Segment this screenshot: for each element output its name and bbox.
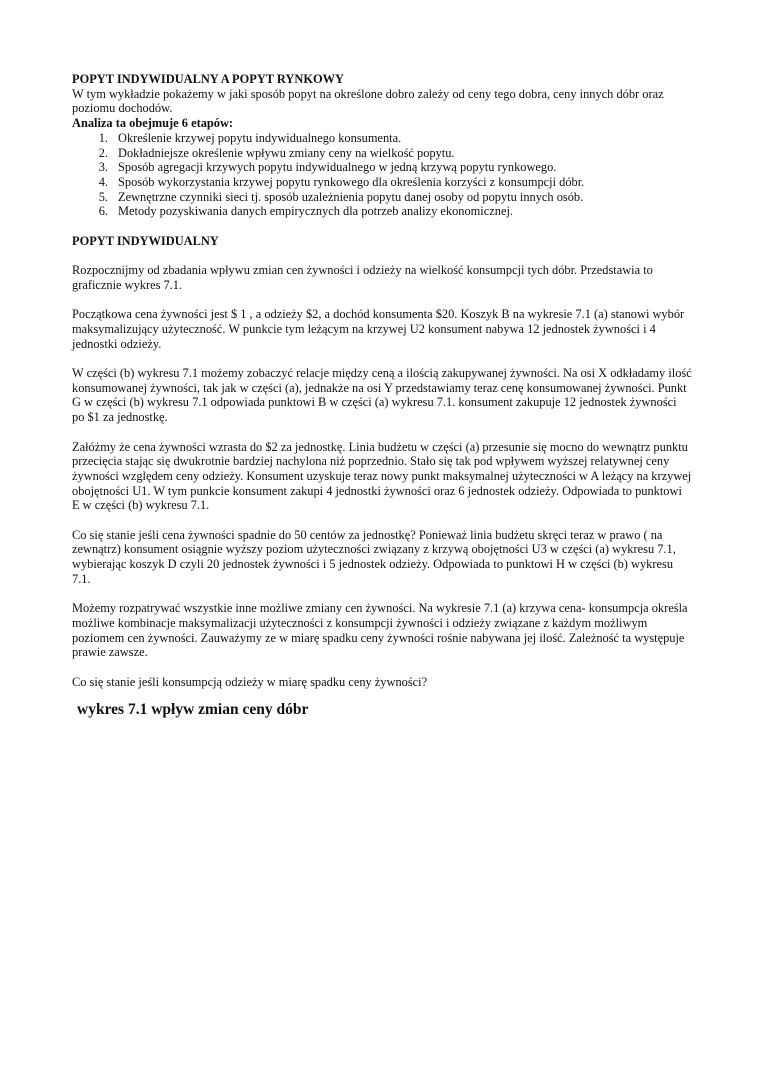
list-item	[72, 190, 692, 205]
body-paragraph: Co się stanie jeśli cena żywności spadnie do 50 centów za jednostkę? Ponieważ linia budżetu skręci teraz w prawo ( na zewnątrz) konsument osiągnie wyższy poziom użyteczności związany z krzywą obojętności U3 w części (a) wykresu 7.1, wybierając koszyk D czyli 20 jednostek żywności i 5 jednostek odzieży. Odpowiada to punktowi H w części (b) wykresu 7.1.	[72, 527, 676, 586]
list-item	[72, 146, 692, 161]
list-item-number: 2.	[98, 145, 108, 160]
body-paragraph: Początkowa cena żywności jest $ 1 , a odzieży $2, a dochód konsumenta $20. Koszyk B na wykresie 7.1 (a) stanowi wybór maksymalizujący użyteczność. W punkcie tym leżącym na krzywej U2 konsument nabywa 12 jednostek żywności i 4 jednostki odzieży.	[72, 307, 685, 351]
list-item	[72, 160, 692, 175]
body-paragraph: W części (b) wykresu 7.1 możemy zobaczyć relacje między ceną a ilością zakupywanej żywności. Na osi X odkładamy ilość konsumowanej żywności, tak jak w części (a), jednakże na osi Y przedstawiamy teraz cenę konsumowanej żywności. Punkt G w części (b) wykresu 7.1 odpowiada punktowi B w części (a) wykresu 7.1. konsument zakupuje 12 jednostek żywności po $1 za jednostkę.	[72, 366, 692, 425]
list-item-text: Sposób wykorzystania krzywej popytu rynkowego dla określenia korzyści z konsumpcji dóbr.	[118, 174, 585, 189]
list-item-number: 5.	[98, 189, 108, 204]
list-item	[72, 175, 692, 190]
list-item	[72, 204, 692, 219]
list-item-text: Dokładniejsze określenie wpływu zmiany ceny na wielkość popytu.	[118, 145, 455, 160]
stages-list	[72, 131, 692, 219]
list-item-number: 6.	[98, 204, 108, 219]
body-paragraph: Rozpocznijmy od zbadania wpływu zmian cen żywności i odzieży na wielkość konsumpcji tych dóbr. Przedstawia to graficznie wykres 7.1.	[72, 263, 653, 292]
body-paragraph: Załóżmy że cena żywności wzrasta do $2 za jednostkę. Linia budżetu w części (a) przesunie się mocno do wewnątrz punktu przecięcia stając się dwukrotnie bardziej nachylona niż poprzednio. Stało się tak pod wpływem wyższej relatywnej ceny żywności względem ceny odzieży. Konsument uzyskuje teraz nowy punkt maksymalnej użyteczności w A leżący na krzywej obojętności U1. W tym punkcie konsument zakupi 4 jednostki żywności oraz 6 jednostek odzieży. Odpowiada to punktowi E w części (b) wykresu 7.1.	[72, 439, 692, 513]
list-item-text: Zewnętrzne czynniki sieci tj. sposób uzależnienia popytu danej osoby od popytu innych osób.	[118, 189, 584, 204]
body-paragraph: Co się stanie jeśli konsumpcją odzieży w miarę spadku ceny żywności?	[72, 674, 428, 689]
list-item	[72, 131, 692, 146]
list-item-text: Metody pozyskiwania danych empirycznych dla potrzeb analizy ekonomicznej.	[118, 204, 513, 219]
list-item-number: 1.	[98, 130, 108, 145]
list-item-number: 4.	[98, 174, 108, 189]
body-paragraph: Możemy rozpatrywać wszystkie inne możliwe zmiany cen żywności. Na wykresie 7.1 (a) krzywa cena- konsumpcja określa możliwe kombinacje maksymalizacji użyteczności z konsumpcji żywności i odzieży związane z każdym możliwym poziomem cen żywności. Zauważymy ze w miarę spadku ceny żywności rośnie nabywana jej ilość. Zależność ta występuje prawie zawsze.	[72, 601, 688, 660]
list-item-text: Określenie krzywej popytu indywidualnego konsumenta.	[118, 130, 402, 145]
list-item-number: 3.	[98, 160, 108, 175]
intro-paragraph: W tym wykładzie pokażemy w jaki sposób popyt na określone dobro zależy od ceny tego dobra, ceny innych dóbr oraz poziomu dochodów.	[72, 86, 664, 116]
list-item-text: Sposób agregacji krzywych popytu indywidualnego w jedną krzywą popytu rynkowego.	[118, 160, 557, 175]
document-page	[72, 72, 692, 719]
figure-title: wykres 7.1 wpływ zmian ceny dóbr	[77, 701, 309, 719]
section-heading: POPYT INDYWIDUALNY	[72, 233, 219, 248]
document-title: POPYT INDYWIDUALNY A POPYT RYNKOWY	[72, 72, 344, 86]
stages-heading: Analiza ta obejmuje 6 etapów:	[72, 116, 234, 131]
